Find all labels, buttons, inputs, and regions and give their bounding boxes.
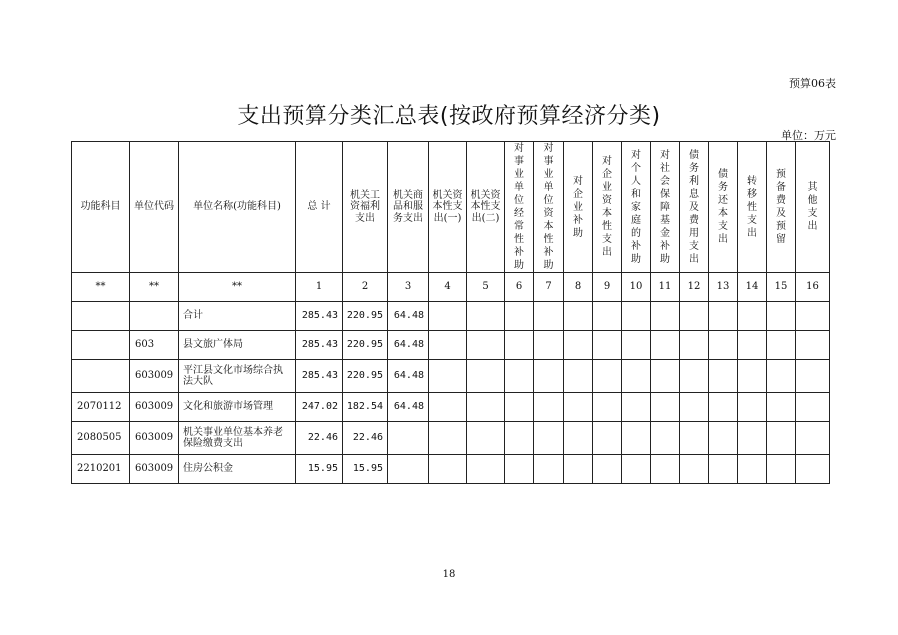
empty-cell [622,393,651,422]
empty-cell [622,360,651,393]
empty-cell [680,360,709,393]
empty-cell [622,331,651,360]
index-cell: 12 [680,273,709,302]
total-cell: 285.43 [296,331,343,360]
table-row [72,302,830,331]
empty-cell [767,455,796,484]
unit-label: 单位：万元 [781,129,836,142]
index-cell: 13 [709,273,738,302]
empty-cell [680,302,709,331]
index-cell: 4 [429,273,467,302]
index-cell: 1 [296,273,343,302]
empty-cell [709,360,738,393]
budget-table [71,141,830,484]
header-cell-col9 [593,142,622,273]
header-cell-col4: 机关资本性支出(一) [429,142,467,273]
header-cell-total: 总 计 [296,142,343,273]
empty-cell [767,360,796,393]
empty-cell [429,455,467,484]
header-text: 转移性支出 [747,175,757,239]
header-text: 对事业单位经常性补助 [514,143,524,271]
empty-cell [796,422,830,455]
empty-cell [467,360,505,393]
header-cell-col7 [534,142,564,273]
empty-cell [709,455,738,484]
empty-cell [505,331,534,360]
empty-cell [505,422,534,455]
header-cell-col15 [767,142,796,273]
empty-cell [593,455,622,484]
empty-cell [651,393,680,422]
header-text: 其他支出 [807,182,818,232]
empty-cell [593,393,622,422]
empty-cell [651,422,680,455]
empty-cell [564,422,593,455]
empty-cell [796,360,830,393]
total-cell: 15.95 [296,455,343,484]
empty-cell [564,302,593,331]
func-code-cell [72,360,130,393]
empty-cell [622,455,651,484]
salary-cell: 15.95 [343,455,388,484]
unit-code-cell: 603009 [130,422,179,455]
index-row [72,273,830,302]
empty-cell [622,302,651,331]
unit-name-cell: 文化和旅游市场管理 [179,393,296,422]
header-text: 预备费及预留 [776,169,786,245]
total-cell: 285.43 [296,360,343,393]
salary-cell: 220.95 [343,360,388,393]
header-cell-col3: 机关商品和服务支出 [388,142,429,273]
unit-code-cell: 603009 [130,455,179,484]
empty-cell [534,331,564,360]
empty-cell [429,422,467,455]
unit-name-cell: 机关事业单位基本养老保险缴费支出 [179,422,296,455]
empty-cell [429,331,467,360]
goods-services-cell: 64.48 [388,393,429,422]
empty-cell [467,393,505,422]
empty-cell [767,393,796,422]
empty-cell [651,455,680,484]
func-code-cell [72,331,130,360]
index-cell: 3 [388,273,429,302]
empty-cell [738,360,767,393]
index-cell: 14 [738,273,767,302]
header-text: 对事业单位资本性补助 [543,143,554,271]
empty-cell [593,422,622,455]
index-cell: 8 [564,273,593,302]
empty-cell [709,302,738,331]
unit-name-cell: 平江县文化市场综合执法大队 [179,360,296,393]
empty-cell [429,302,467,331]
header-text: 对企业资本性支出 [602,156,612,258]
index-cell: 15 [767,273,796,302]
func-code-cell: 2070112 [72,393,130,422]
empty-cell [564,360,593,393]
unit-code-cell: 603 [130,331,179,360]
empty-cell [680,393,709,422]
empty-cell [738,422,767,455]
unit-name-cell: 合计 [179,302,296,331]
header-cell-col16 [796,142,830,273]
empty-cell [767,302,796,331]
empty-cell [738,302,767,331]
empty-cell [467,455,505,484]
unit-name-cell: 县文旅广体局 [179,331,296,360]
empty-cell [534,360,564,393]
page-title: 支出预算分类汇总表(按政府预算经济分类) [237,104,661,129]
index-cell: 2 [343,273,388,302]
form-tag: 预算06表 [789,77,836,90]
index-cell: 11 [651,273,680,302]
empty-cell [593,360,622,393]
table-row [72,393,830,422]
empty-cell [534,422,564,455]
empty-cell [505,393,534,422]
empty-cell [767,422,796,455]
empty-cell [467,302,505,331]
header-text: 对企业补助 [573,175,583,239]
header-cell-col8 [564,142,593,273]
index-cell: ** [130,273,179,302]
empty-cell [505,455,534,484]
func-code-cell [72,302,130,331]
empty-cell [680,331,709,360]
empty-cell [709,422,738,455]
header-cell-name: 单位名称(功能科目) [179,142,296,273]
header-text: 对个人和家庭的补助 [631,149,641,265]
goods-services-cell: 64.48 [388,302,429,331]
header-cell-code: 单位代码 [130,142,179,273]
header-cell-func: 功能科目 [72,142,130,273]
empty-cell [467,331,505,360]
header-row [72,142,830,273]
empty-cell [651,331,680,360]
salary-cell: 220.95 [343,331,388,360]
empty-cell [534,393,564,422]
empty-cell [467,422,505,455]
empty-cell [534,455,564,484]
goods-services-cell [388,422,429,455]
empty-cell [709,393,738,422]
func-code-cell: 2080505 [72,422,130,455]
index-cell: 5 [467,273,505,302]
empty-cell [767,331,796,360]
index-cell: 6 [505,273,534,302]
index-cell: 9 [593,273,622,302]
header-text: 债务还本支出 [718,169,728,245]
empty-cell [796,331,830,360]
total-cell: 22.46 [296,422,343,455]
empty-cell [505,360,534,393]
header-cell-col12 [680,142,709,273]
empty-cell [651,360,680,393]
empty-cell [651,302,680,331]
header-cell-col13 [709,142,738,273]
total-cell: 285.43 [296,302,343,331]
empty-cell [429,360,467,393]
index-cell: 7 [534,273,564,302]
empty-cell [738,393,767,422]
salary-cell: 22.46 [343,422,388,455]
header-text: 债务利息及费用支出 [689,149,699,265]
index-cell: 10 [622,273,651,302]
unit-name-cell: 住房公积金 [179,455,296,484]
empty-cell [738,331,767,360]
empty-cell [709,331,738,360]
header-cell-col10 [622,142,651,273]
empty-cell [622,422,651,455]
page-number: 18 [442,569,456,580]
salary-cell: 220.95 [343,302,388,331]
table-row [72,422,830,455]
total-cell: 247.02 [296,393,343,422]
empty-cell [796,455,830,484]
header-cell-col5: 机关资本性支出(二) [467,142,505,273]
empty-cell [564,393,593,422]
header-cell-col6 [505,142,534,273]
empty-cell [738,455,767,484]
empty-cell [796,393,830,422]
index-cell: 16 [796,273,830,302]
table-row [72,360,830,393]
empty-cell [429,393,467,422]
empty-cell [505,302,534,331]
empty-cell [680,422,709,455]
unit-code-cell [130,302,179,331]
empty-cell [593,302,622,331]
empty-cell [564,455,593,484]
header-cell-col2: 机关工资福利支出 [343,142,388,273]
goods-services-cell: 64.48 [388,331,429,360]
header-text: 对社会保障基金补助 [660,149,670,265]
empty-cell [534,302,564,331]
empty-cell [593,331,622,360]
empty-cell [680,455,709,484]
func-code-cell: 2210201 [72,455,130,484]
index-cell: ** [179,273,296,302]
index-cell: ** [72,273,130,302]
table-row [72,331,830,360]
goods-services-cell [388,455,429,484]
table-row [72,455,830,484]
unit-code-cell: 603009 [130,360,179,393]
empty-cell [796,302,830,331]
header-cell-col11 [651,142,680,273]
unit-code-cell: 603009 [130,393,179,422]
empty-cell [564,331,593,360]
goods-services-cell: 64.48 [388,360,429,393]
salary-cell: 182.54 [343,393,388,422]
header-cell-col14 [738,142,767,273]
